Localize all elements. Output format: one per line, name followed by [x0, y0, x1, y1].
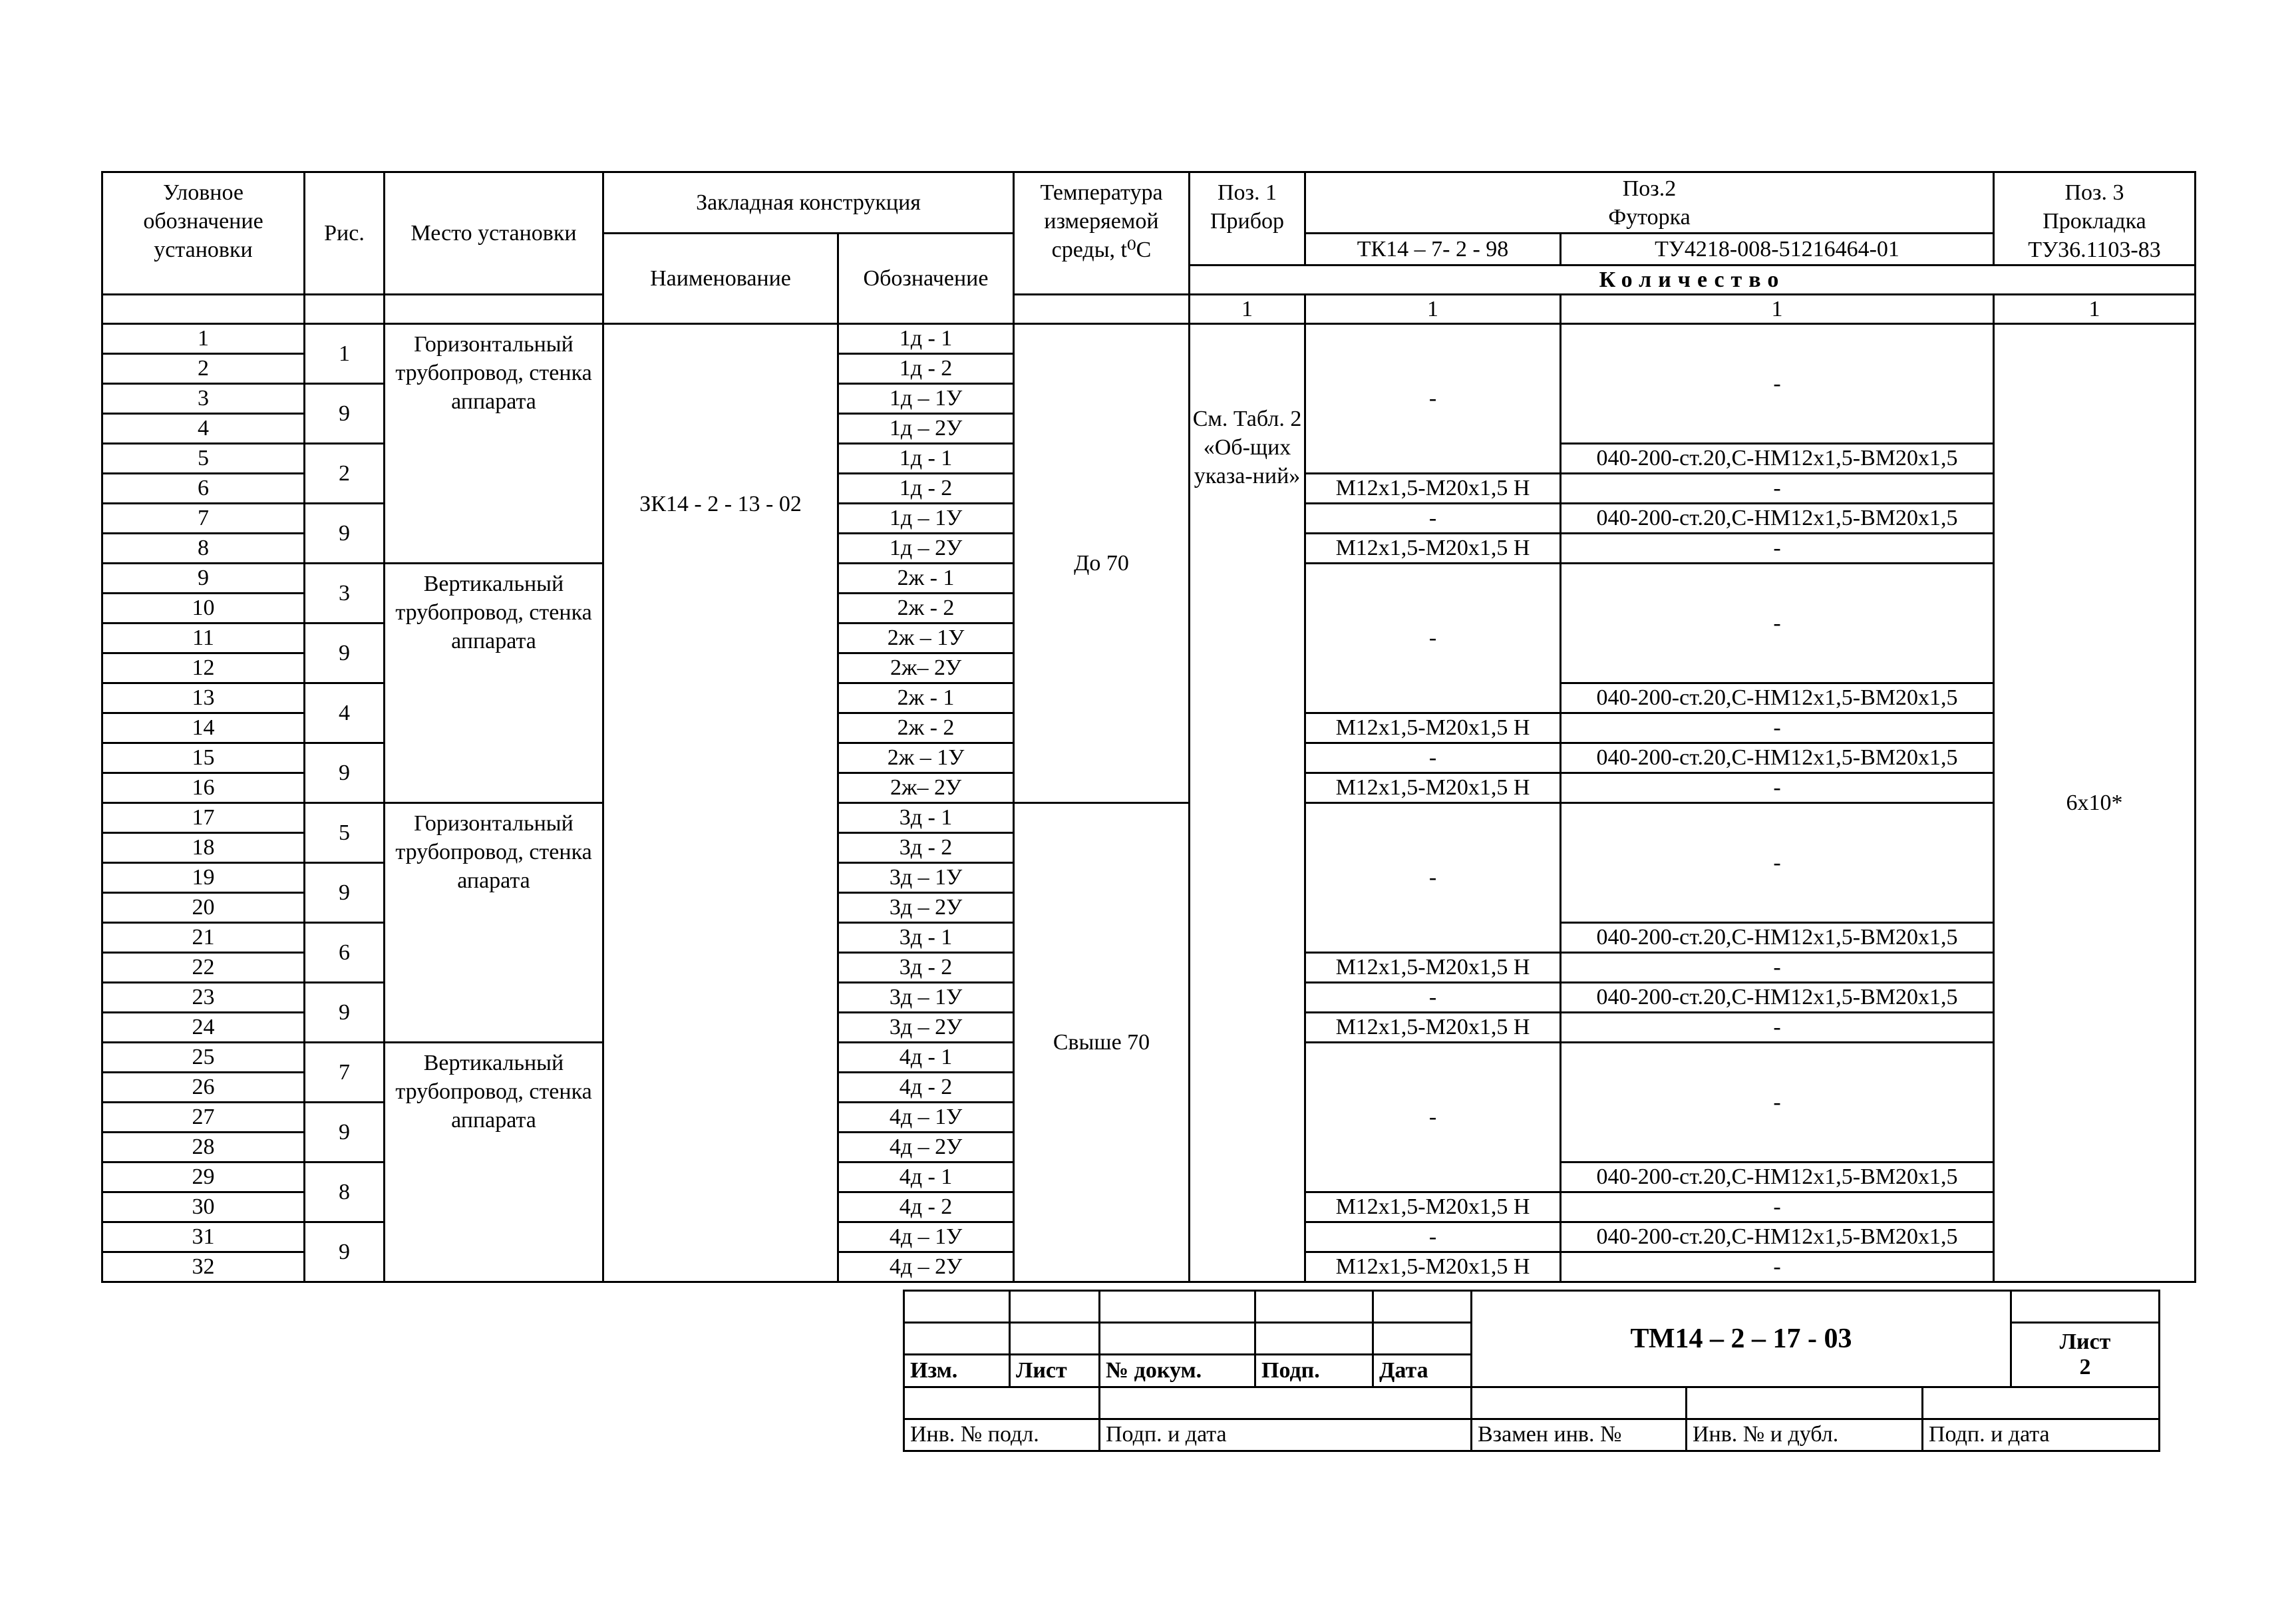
row-code: 3д – 2У [838, 893, 1014, 923]
header-pos3: Поз. 3 Прокладка ТУ36.1103-83 [1994, 172, 2196, 266]
row-futorka-a: - [1305, 504, 1561, 534]
row-number: 21 [102, 923, 305, 953]
row-number: 9 [102, 564, 305, 594]
stamp-cell [1472, 1387, 1687, 1419]
row-pos1-note: См. Табл. 2 «Об-щих указа-ний» [1190, 324, 1305, 1282]
row-futorka-a: - [1305, 983, 1561, 1013]
stamp-cell [1010, 1323, 1100, 1355]
row-code: 2ж - 2 [838, 594, 1014, 623]
row-embedded-name: ЗК14 - 2 - 13 - 02 [603, 324, 838, 1282]
row-futorka-b: - [1561, 564, 1994, 683]
row-futorka-b: - [1561, 953, 1994, 983]
row-code: 3д - 1 [838, 803, 1014, 833]
row-code: 1д - 2 [838, 474, 1014, 504]
header-embedded: Закладная конструкция [603, 172, 1014, 234]
row-code: 2ж - 2 [838, 713, 1014, 743]
row-code: 1д - 1 [838, 324, 1014, 354]
row-code: 1д – 1У [838, 504, 1014, 534]
header-quantity: Количество [1190, 266, 2196, 295]
row-code: 2ж– 2У [838, 773, 1014, 803]
row-temperature: До 70 [1014, 324, 1190, 803]
row-futorka-b: - [1561, 713, 1994, 743]
row-number: 27 [102, 1103, 305, 1133]
row-code: 4д – 1У [838, 1222, 1014, 1252]
header-qty-3: 1 [1561, 295, 1994, 324]
row-number: 6 [102, 474, 305, 504]
row-figure: 9 [305, 504, 385, 564]
row-futorka-a: М12х1,5-М20х1,5 Н [1305, 1013, 1561, 1043]
header-place: Место установки [385, 172, 603, 295]
row-futorka-b: 040-200-ст.20,С-НМ12х1,5-ВМ20х1,5 [1561, 504, 1994, 534]
row-number: 28 [102, 1133, 305, 1162]
row-code: 3д - 1 [838, 923, 1014, 953]
header-pos2: Поз.2 Футорка [1305, 172, 1994, 234]
header-code: Обозначение [838, 234, 1014, 324]
row-code: 3д - 2 [838, 953, 1014, 983]
row-futorka-a: М12х1,5-М20х1,5 Н [1305, 953, 1561, 983]
row-code: 3д – 1У [838, 863, 1014, 893]
row-futorka-b: - [1561, 1013, 1994, 1043]
row-code: 1д - 2 [838, 354, 1014, 384]
row-futorka-b: 040-200-ст.20,С-НМ12х1,5-ВМ20х1,5 [1561, 444, 1994, 474]
stamp-cell [1010, 1291, 1100, 1323]
specification-table [101, 171, 2196, 1283]
row-pos3-value: 6х10* [1994, 324, 2196, 1282]
sheet-cell: Лист 2 [2011, 1323, 2160, 1387]
row-figure: 5 [305, 803, 385, 863]
header-place-spacer [385, 295, 603, 324]
stamp-sign-date-1: Подп. и дата [1100, 1419, 1472, 1451]
row-futorka-a: - [1305, 743, 1561, 773]
stamp-izm: Изм. [904, 1355, 1010, 1387]
row-number: 23 [102, 983, 305, 1013]
row-code: 4д - 1 [838, 1043, 1014, 1073]
row-number: 32 [102, 1252, 305, 1282]
row-number: 29 [102, 1162, 305, 1192]
row-code: 3д - 2 [838, 833, 1014, 863]
header-temperature: Температура измеряемой среды, t⁰C [1014, 172, 1190, 295]
row-number: 30 [102, 1192, 305, 1222]
stamp-cell [1687, 1387, 1923, 1419]
stamp-cell [1100, 1387, 1472, 1419]
row-number: 7 [102, 504, 305, 534]
row-figure: 7 [305, 1043, 385, 1103]
header-temp-spacer [1014, 295, 1190, 324]
stamp-cell [1373, 1291, 1472, 1323]
row-futorka-a: - [1305, 1043, 1561, 1192]
row-figure: 9 [305, 623, 385, 683]
row-code: 2ж – 1У [838, 743, 1014, 773]
row-place: Вертикальный трубопровод, стенка аппарата [385, 564, 603, 803]
row-futorka-b: - [1561, 474, 1994, 504]
header-pos2-std-a: ТК14 – 7- 2 - 98 [1305, 234, 1561, 266]
row-number: 3 [102, 384, 305, 414]
stamp-doc-no: № докум. [1100, 1355, 1255, 1387]
row-number: 11 [102, 623, 305, 653]
row-number: 2 [102, 354, 305, 384]
row-figure: 4 [305, 683, 385, 743]
row-figure: 2 [305, 444, 385, 504]
row-futorka-b: - [1561, 324, 1994, 444]
row-number: 26 [102, 1073, 305, 1103]
stamp-sign-date-2: Подп. и дата [1923, 1419, 2160, 1451]
row-code: 1д – 2У [838, 534, 1014, 564]
row-code: 4д - 2 [838, 1192, 1014, 1222]
row-futorka-b: 040-200-ст.20,С-НМ12х1,5-ВМ20х1,5 [1561, 743, 1994, 773]
stamp-date: Дата [1373, 1355, 1472, 1387]
header-designation-spacer [102, 295, 305, 324]
header-designation: Уловное обозначение установки [102, 172, 305, 295]
row-temperature: Свыше 70 [1014, 803, 1190, 1282]
row-code: 3д – 1У [838, 983, 1014, 1013]
row-number: 1 [102, 324, 305, 354]
row-number: 18 [102, 833, 305, 863]
row-futorka-a: - [1305, 564, 1561, 713]
row-code: 4д – 2У [838, 1252, 1014, 1282]
row-futorka-b: - [1561, 773, 1994, 803]
stamp-cell [1255, 1291, 1373, 1323]
row-figure: 9 [305, 1222, 385, 1282]
row-code: 4д – 1У [838, 1103, 1014, 1133]
row-futorka-b: - [1561, 803, 1994, 923]
row-number: 8 [102, 534, 305, 564]
row-futorka-a: М12х1,5-М20х1,5 Н [1305, 713, 1561, 743]
row-figure: 1 [305, 324, 385, 384]
title-block [903, 1290, 2160, 1452]
row-futorka-b: - [1561, 1043, 1994, 1162]
header-name: Наименование [603, 234, 838, 324]
row-futorka-a: М12х1,5-М20х1,5 Н [1305, 474, 1561, 504]
row-number: 4 [102, 414, 305, 444]
row-figure: 9 [305, 743, 385, 803]
row-figure: 3 [305, 564, 385, 623]
row-futorka-b: 040-200-ст.20,С-НМ12х1,5-ВМ20х1,5 [1561, 683, 1994, 713]
row-number: 25 [102, 1043, 305, 1073]
header-pos1: Поз. 1 Прибор [1190, 172, 1305, 266]
row-number: 22 [102, 953, 305, 983]
row-number: 12 [102, 653, 305, 683]
row-place: Вертикальный трубопровод, стенка аппарата [385, 1043, 603, 1282]
stamp-inv-dup: Инв. № и дубл. [1687, 1419, 1923, 1451]
row-code: 2ж – 1У [838, 623, 1014, 653]
row-place: Горизонтальный трубопровод, стенка аппарата [385, 324, 603, 564]
header-qty-2: 1 [1305, 295, 1561, 324]
row-number: 10 [102, 594, 305, 623]
stamp-cell [904, 1323, 1010, 1355]
row-futorka-a: М12х1,5-М20х1,5 Н [1305, 1192, 1561, 1222]
stamp-cell [2011, 1291, 2160, 1323]
row-number: 20 [102, 893, 305, 923]
stamp-replaces: Взамен инв. № [1472, 1419, 1687, 1451]
row-code: 1д – 1У [838, 384, 1014, 414]
header-fig-spacer [305, 295, 385, 324]
row-code: 4д - 1 [838, 1162, 1014, 1192]
row-futorka-a: М12х1,5-М20х1,5 Н [1305, 534, 1561, 564]
row-number: 13 [102, 683, 305, 713]
stamp-cell [1255, 1323, 1373, 1355]
row-futorka-b: 040-200-ст.20,С-НМ12х1,5-ВМ20х1,5 [1561, 923, 1994, 953]
stamp-inv-orig: Инв. № подл. [904, 1419, 1100, 1451]
row-futorka-b: - [1561, 1252, 1994, 1282]
stamp-cell [904, 1291, 1010, 1323]
row-number: 5 [102, 444, 305, 474]
header-pos2-std-b: ТУ4218-008-51216464-01 [1561, 234, 1994, 266]
row-futorka-b: - [1561, 534, 1994, 564]
header-qty-4: 1 [1994, 295, 2196, 324]
header-fig: Рис. [305, 172, 385, 295]
row-futorka-a: М12х1,5-М20х1,5 Н [1305, 773, 1561, 803]
row-futorka-a: - [1305, 1222, 1561, 1252]
stamp-cell [904, 1387, 1100, 1419]
row-number: 17 [102, 803, 305, 833]
row-code: 4д - 2 [838, 1073, 1014, 1103]
row-futorka-a: - [1305, 803, 1561, 953]
document-code: ТМ14 – 2 – 17 - 03 [1472, 1291, 2011, 1387]
row-figure: 8 [305, 1162, 385, 1222]
stamp-list: Лист [1010, 1355, 1100, 1387]
stamp-sign: Подп. [1255, 1355, 1373, 1387]
row-code: 1д - 1 [838, 444, 1014, 474]
row-futorka-b: 040-200-ст.20,С-НМ12х1,5-ВМ20х1,5 [1561, 983, 1994, 1013]
row-futorka-a: М12х1,5-М20х1,5 Н [1305, 1252, 1561, 1282]
row-futorka-b: 040-200-ст.20,С-НМ12х1,5-ВМ20х1,5 [1561, 1162, 1994, 1192]
header-qty-1: 1 [1190, 295, 1305, 324]
row-figure: 9 [305, 384, 385, 444]
row-code: 3д – 2У [838, 1013, 1014, 1043]
stamp-cell [1923, 1387, 2160, 1419]
row-figure: 9 [305, 1103, 385, 1162]
row-figure: 9 [305, 863, 385, 923]
row-code: 4д – 2У [838, 1133, 1014, 1162]
row-figure: 6 [305, 923, 385, 983]
row-number: 19 [102, 863, 305, 893]
row-figure: 9 [305, 983, 385, 1043]
row-futorka-a: - [1305, 324, 1561, 474]
row-code: 2ж - 1 [838, 564, 1014, 594]
row-number: 15 [102, 743, 305, 773]
row-code: 2ж - 1 [838, 683, 1014, 713]
stamp-cell [1373, 1323, 1472, 1355]
stamp-cell [1100, 1291, 1255, 1323]
stamp-cell [1100, 1323, 1255, 1355]
row-code: 1д – 2У [838, 414, 1014, 444]
row-code: 2ж– 2У [838, 653, 1014, 683]
row-number: 24 [102, 1013, 305, 1043]
row-number: 31 [102, 1222, 305, 1252]
row-number: 16 [102, 773, 305, 803]
row-futorka-b: 040-200-ст.20,С-НМ12х1,5-ВМ20х1,5 [1561, 1222, 1994, 1252]
row-number: 14 [102, 713, 305, 743]
row-place: Горизонтальный трубопровод, стенка апарата [385, 803, 603, 1043]
row-futorka-b: - [1561, 1192, 1994, 1222]
